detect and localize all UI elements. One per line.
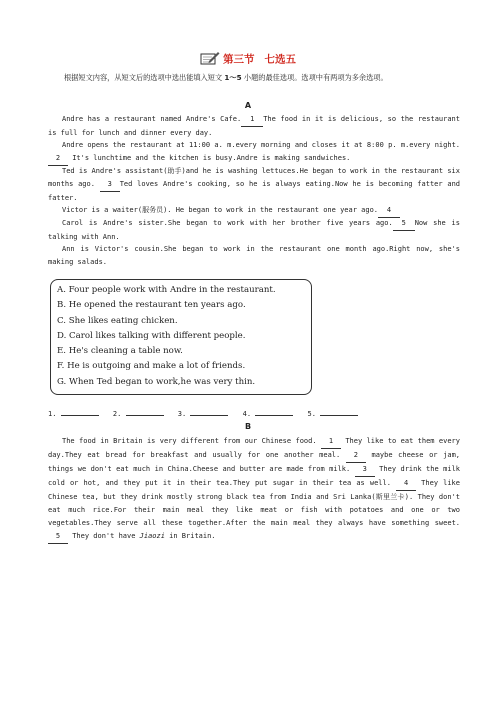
options-box bbox=[50, 279, 312, 395]
question-range: 1～5 bbox=[224, 73, 242, 82]
blank-b3: 3 bbox=[355, 463, 375, 477]
option-a: A. Four people work with Andre in the restaurant. bbox=[57, 285, 276, 295]
passage-a-paragraph-2: Andre opens the restaurant at 11:00 a. m.every morning and closes it at 8:00 p. m.every night. 2 It's lunchtime and the kitchen is busy.Andre is making sandwiches. bbox=[48, 139, 460, 166]
section-title bbox=[0, 51, 496, 68]
option-c: C. She likes eating chicken. bbox=[57, 315, 178, 326]
option-e: E. He's cleaning a table now. bbox=[57, 346, 183, 357]
answer-2: 2. bbox=[113, 410, 164, 418]
option-d: D. Carol likes talking with different people. bbox=[57, 330, 246, 341]
passage-a-label: A bbox=[244, 101, 252, 110]
option-b: B. He opened the restaurant ten years ago. bbox=[57, 300, 246, 311]
blank-2: 2 bbox=[48, 152, 68, 166]
answer-blank-1[interactable] bbox=[61, 408, 99, 416]
answer-blank-4[interactable] bbox=[255, 408, 293, 416]
passage-a-paragraph-4: Victor is a waiter(服务员). He began to work in the restaurant one year ago. 4 bbox=[48, 204, 460, 218]
answer-line bbox=[48, 408, 368, 418]
passage-b-label: B bbox=[244, 422, 252, 431]
pencil-notebook-icon bbox=[200, 51, 220, 68]
answer-3: 3. bbox=[178, 410, 229, 418]
blank-b4: 4 bbox=[396, 477, 416, 491]
passage-a-paragraph-3: Ted is Andre's assistant(助手)and he is washing lettuces.He began to work in the restaurant six months ago. 3 Ted loves Andre's cooking, so he is always eating.Now he is becoming fatter and fatter. bbox=[48, 167, 461, 202]
section-topic: 七选五 bbox=[264, 53, 296, 66]
option-g: G. When Ted began to work,he was very thin. bbox=[57, 376, 256, 387]
answer-blank-2[interactable] bbox=[126, 408, 164, 416]
section-number: 第三节 bbox=[223, 53, 255, 66]
blank-1: 1 bbox=[241, 113, 263, 127]
passage-a-paragraph-5: Carol is Andre's sister.She began to work with her brother five years ago. 5 Now she is talking with Ann. bbox=[48, 219, 460, 241]
answer-1: 1. bbox=[48, 410, 99, 418]
passage-b-paragraph: The food in Britain is very different from our Chinese food. 1 They like to eat them every day.They eat bread for breakfast and usually for one another meal. 2 maybe cheese or jam, things we don't eat much in China.Cheese and butter are made from milk. 3 They drink the milk cold or hot, and they put it in their tea.They put sugar in their tea as well. 4 They like Chinese tea, but they drink mostly strong black tea from India and Sri Lanka(斯里兰卡). They don't eat much rice.For their main meal they like meat or fish with potatoes and one or two vegetables.They serve all these together.After the main meal they always have something sweet. 5 They don't have Jiaozi in Britain. bbox=[48, 435, 460, 544]
option-f: F. He is outgoing and make a lot of friends. bbox=[57, 361, 246, 372]
blank-5: 5 bbox=[393, 217, 415, 231]
blank-4: 4 bbox=[378, 204, 400, 218]
answer-blank-3[interactable] bbox=[190, 408, 228, 416]
passage-a-paragraph-1: Andre has a restaurant named Andre's Cafe. 1 The food in it is delicious, so the restaurant is full for lunch and dinner every day. bbox=[48, 115, 460, 137]
blank-b2: 2 bbox=[346, 449, 366, 463]
answer-5: 5. bbox=[308, 410, 359, 418]
passage-a-paragraph-6: Ann is Victor's cousin.She began to work in the restaurant one month ago.Right now, she's making salads. bbox=[48, 245, 460, 266]
blank-b5: 5 bbox=[48, 530, 68, 544]
jiaozi-term: Jiaozi bbox=[139, 532, 165, 540]
answer-blank-5[interactable] bbox=[320, 408, 358, 416]
answer-4: 4. bbox=[243, 410, 294, 418]
blank-3: 3 bbox=[100, 178, 120, 192]
instructions: 根据短文内容，从短文后的选项中选出能填入短文 1～5 小题的最佳选项。选项中有两项为多余选项。 bbox=[64, 73, 388, 82]
blank-b1: 1 bbox=[321, 435, 341, 449]
